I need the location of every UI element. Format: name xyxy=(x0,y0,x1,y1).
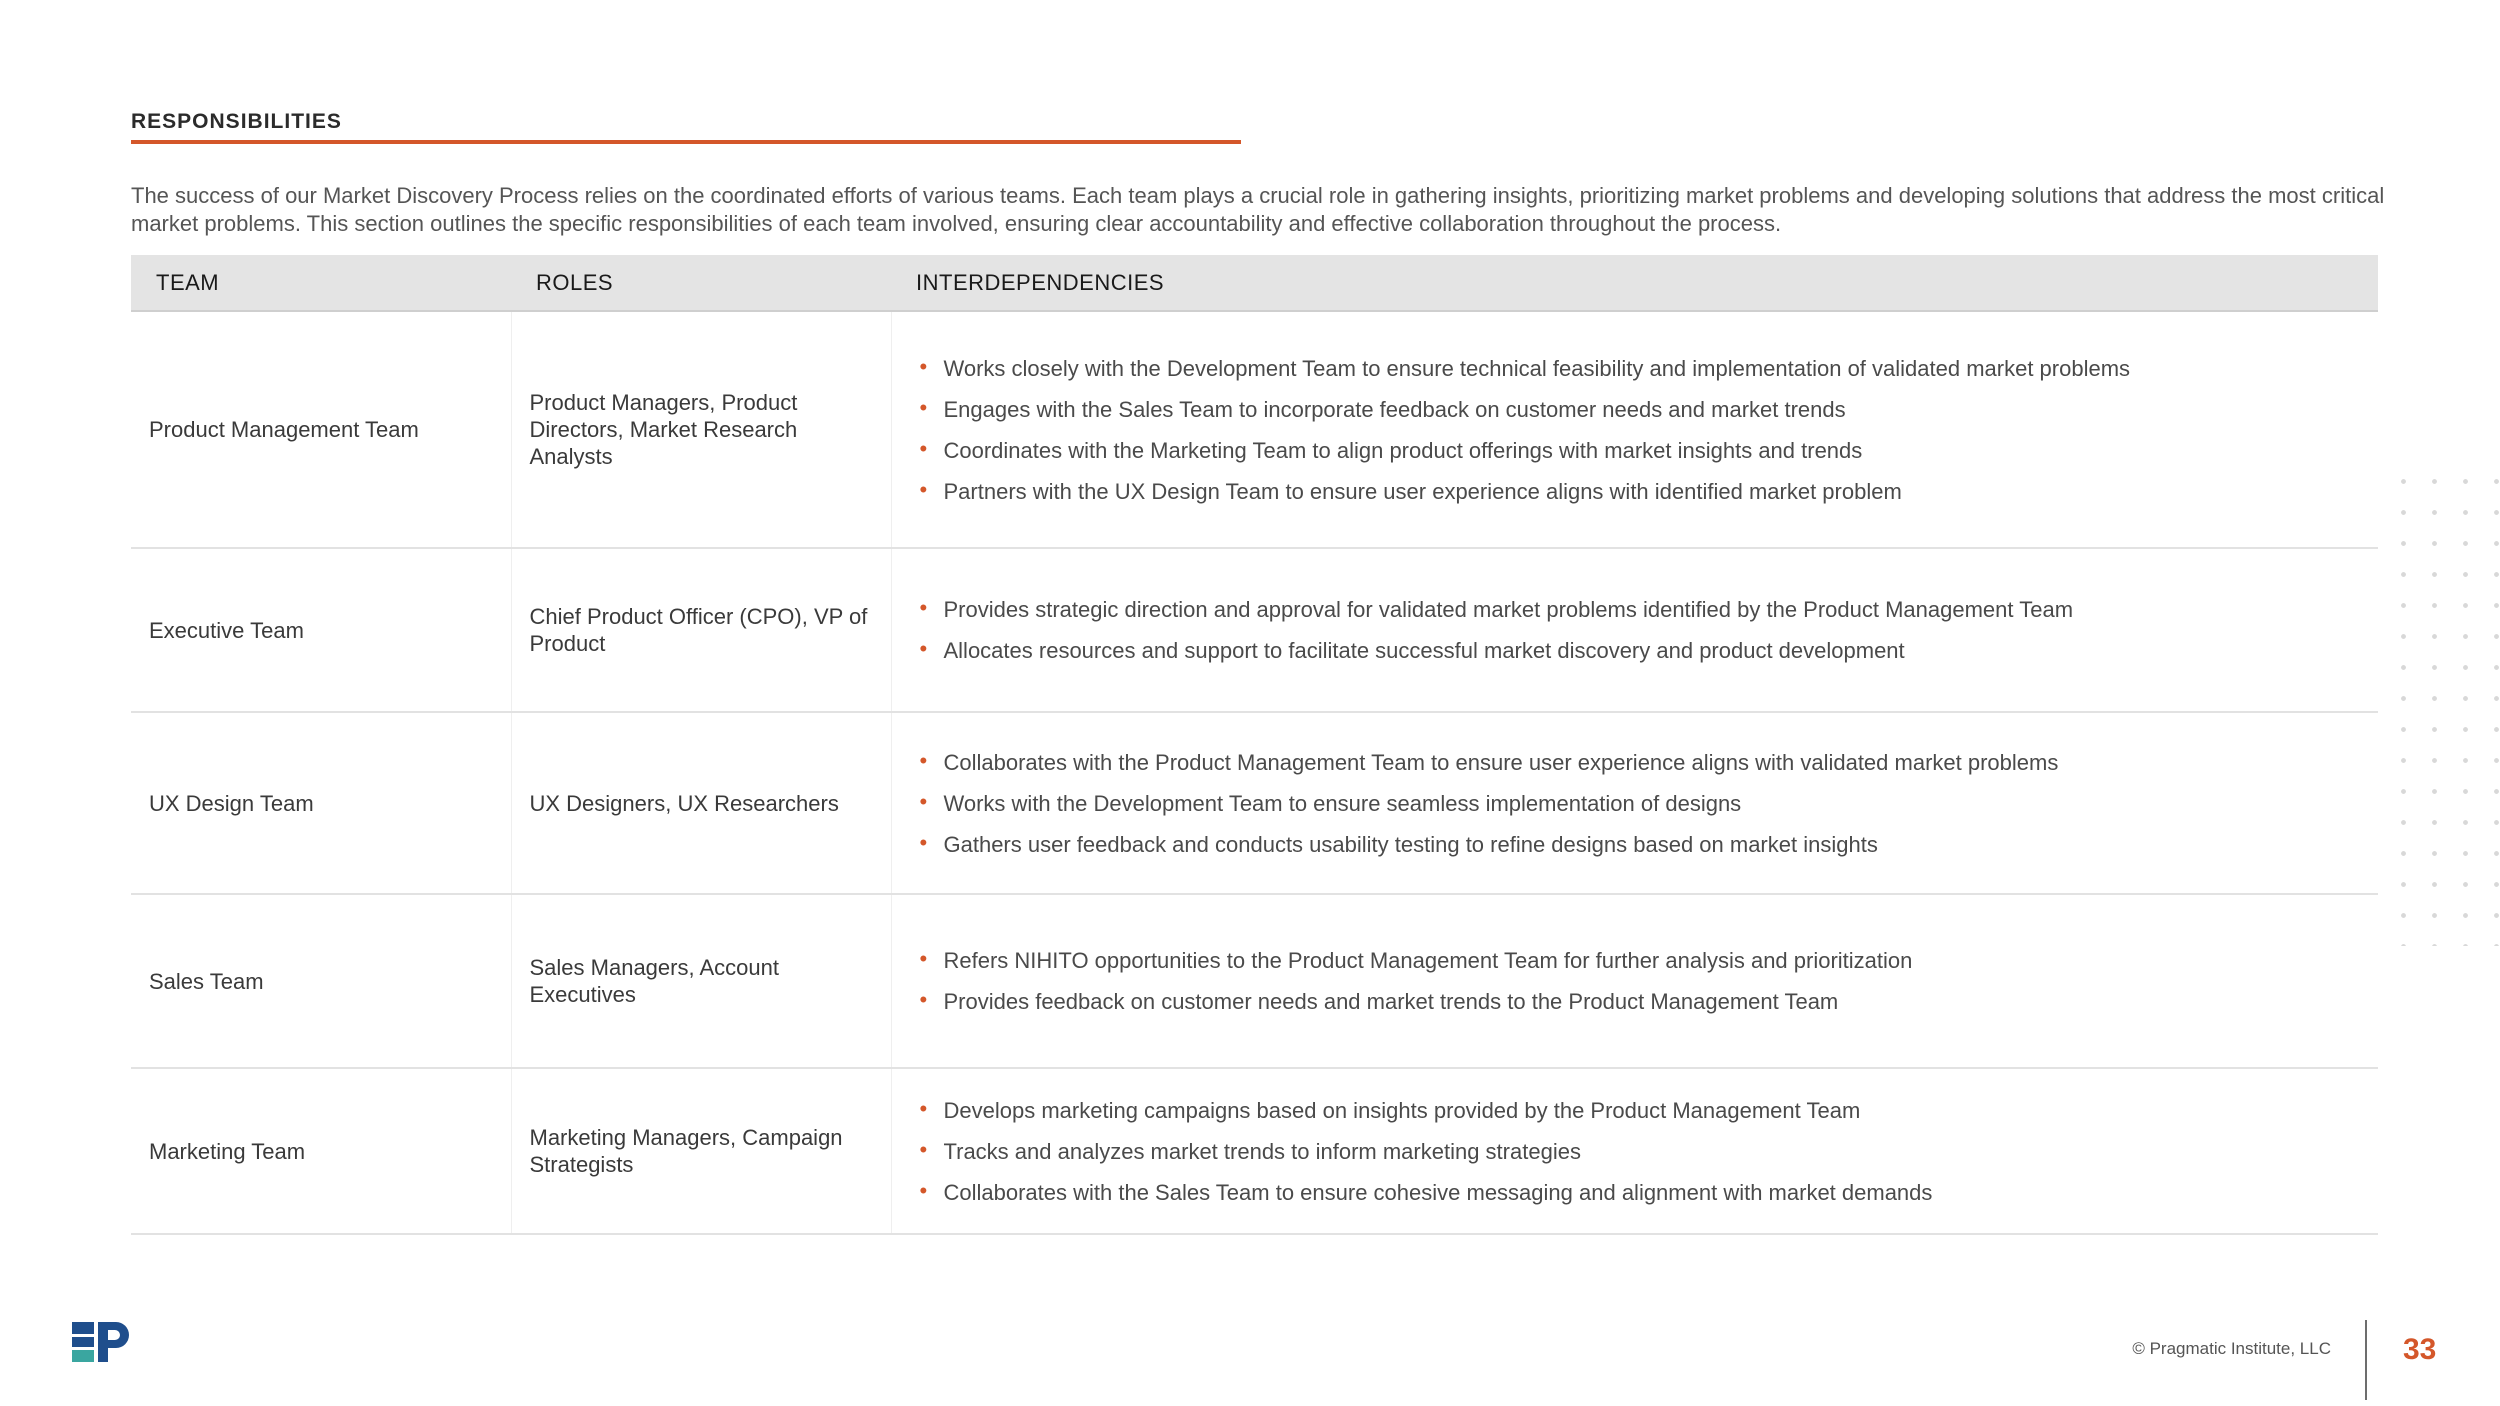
section-title: RESPONSIBILITIES xyxy=(131,110,342,133)
list-item: • Develops marketing campaigns based on insights provided by the Product Management Team xyxy=(920,1097,2378,1124)
team-cell: Marketing Team xyxy=(131,1068,511,1234)
intro-paragraph: The success of our Market Discovery Process relies on the coordinated efforts of various teams. Each team plays a crucial role in gathering insights, prioritizing market problems and developing solutions that address the most critical market problems. This section outlines the specific responsibilities of each team involved, ensuring clear accountability and effective collaboration throughout the process. xyxy=(131,183,2385,236)
list-item: • Works closely with the Development Team to ensure technical feasibility and implementation of validated market problems xyxy=(920,355,2378,382)
list-item: • Coordinates with the Marketing Team to align product offerings with market insights and trends xyxy=(920,437,2378,464)
list-item: • Allocates resources and support to facilitate successful market discovery and product development xyxy=(920,637,2378,664)
list-item: • Refers NIHITO opportunities to the Product Management Team for further analysis and prioritization xyxy=(920,947,2378,974)
list-item: • Tracks and analyzes market trends to inform marketing strategies xyxy=(920,1138,2378,1165)
list-item: • Partners with the UX Design Team to ensure user experience aligns with identified market problem xyxy=(920,478,2378,505)
list-item: • Works with the Development Team to ensure seamless implementation of designs xyxy=(920,790,2378,817)
header-team: TEAM xyxy=(131,255,511,311)
interdependencies-cell xyxy=(891,311,2378,548)
interdependencies-cell xyxy=(891,548,2378,712)
page-number: 33 xyxy=(2403,1333,2437,1366)
decorative-dot-grid xyxy=(2388,466,2500,946)
team-cell: UX Design Team xyxy=(131,712,511,894)
list-item: • Collaborates with the Sales Team to ensure cohesive messaging and alignment with market demands xyxy=(920,1179,2378,1206)
list-item: • Provides feedback on customer needs and market trends to the Product Management Team xyxy=(920,988,2378,1015)
interdependencies-cell xyxy=(891,712,2378,894)
table-header-row xyxy=(131,255,2378,311)
table-row xyxy=(131,1068,2378,1234)
roles-cell: Chief Product Officer (CPO), VP of Product xyxy=(511,548,891,712)
table-row xyxy=(131,894,2378,1068)
header-interdependencies: INTERDEPENDENCIES xyxy=(891,255,2378,311)
team-cell: Executive Team xyxy=(131,548,511,712)
table-row xyxy=(131,548,2378,712)
list-item: • Collaborates with the Product Management Team to ensure user experience aligns with validated market problems xyxy=(920,749,2378,776)
roles-cell: UX Designers, UX Researchers xyxy=(511,712,891,894)
table-row xyxy=(131,712,2378,894)
title-underline xyxy=(131,140,1241,144)
list-item: • Gathers user feedback and conducts usability testing to refine designs based on market insights xyxy=(920,831,2378,858)
roles-cell: Marketing Managers, Campaign Strategists xyxy=(511,1068,891,1234)
interdependencies-cell xyxy=(891,894,2378,1068)
interdependencies-cell xyxy=(891,1068,2378,1234)
team-cell: Sales Team xyxy=(131,894,511,1068)
footer-divider xyxy=(2365,1320,2367,1400)
table-row xyxy=(131,311,2378,548)
header-roles: ROLES xyxy=(511,255,891,311)
roles-cell: Product Managers, Product Directors, Market Research Analysts xyxy=(511,311,891,548)
team-cell: Product Management Team xyxy=(131,311,511,548)
copyright-text: © Pragmatic Institute, LLC xyxy=(2132,1339,2331,1358)
roles-cell: Sales Managers, Account Executives xyxy=(511,894,891,1068)
pragmatic-logo-icon xyxy=(70,1320,130,1364)
responsibilities-table xyxy=(131,255,2378,1235)
list-item: • Provides strategic direction and approval for validated market problems identified by the Product Management Team xyxy=(920,596,2378,623)
list-item: • Engages with the Sales Team to incorporate feedback on customer needs and market trends xyxy=(920,396,2378,423)
